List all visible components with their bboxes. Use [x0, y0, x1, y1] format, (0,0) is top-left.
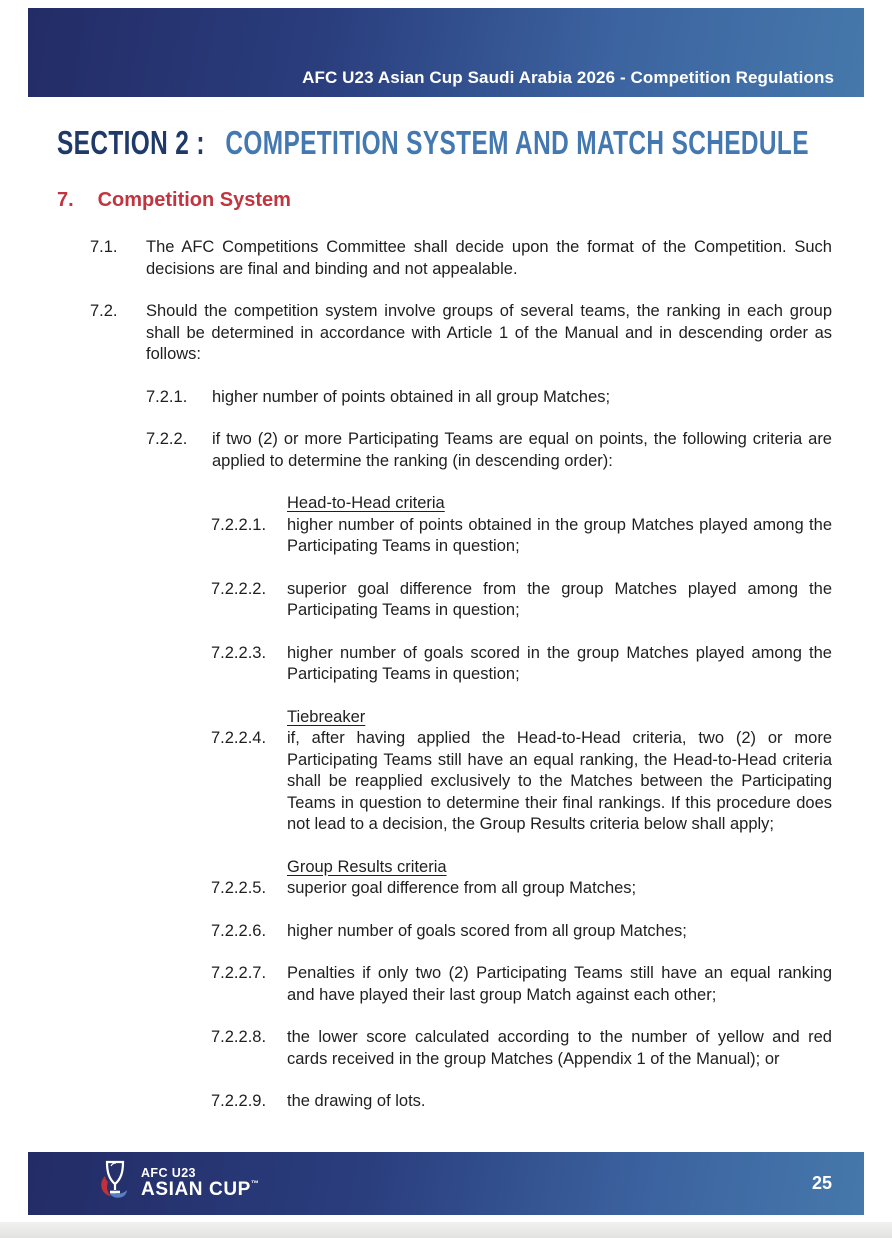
- clause-7-2-2-3: [211, 643, 832, 686]
- clause-number: 7.2.2.8.: [211, 1028, 267, 1046]
- clause-7-2-2-8: [211, 1027, 832, 1070]
- logo-line2: ASIAN CUP™: [141, 1179, 260, 1201]
- clause-number: 7.2.2.2.: [211, 579, 267, 598]
- afc-u23-trophy-icon: [98, 1158, 132, 1209]
- footer-band: [28, 1152, 864, 1215]
- clause-text: superior goal difference from the group Matches played among the Participating Teams in question;: [287, 579, 832, 619]
- clause-text: Penalties if only two (2) Participating Teams still have an equal ranking and have played their last group Match against each other;: [287, 964, 832, 1004]
- clause-text: the lower score calculated according to the number of yellow and red cards received in the group Matches (Appendix 1 of the Manual); or: [287, 1028, 832, 1068]
- afc-u23-asian-cup-logo: [98, 1158, 260, 1209]
- section-title: COMPETITION SYSTEM AND MATCH SCHEDULE: [225, 124, 809, 161]
- clause-number: 7.2.2.9.: [211, 1092, 267, 1110]
- article-number: 7.: [57, 189, 74, 211]
- logo-wordmark: [141, 1167, 260, 1200]
- document-title: AFC U23 Asian Cup Saudi Arabia 2026 - Competition Regulations: [302, 68, 834, 87]
- clause-7-2-2-7: [211, 963, 832, 1006]
- viewer-background-strip: [0, 1222, 892, 1238]
- section-number: SECTION 2 :: [57, 124, 205, 161]
- clause-number: 7.2.2.3.: [211, 643, 267, 662]
- clause-7-2-2-6: [211, 921, 832, 943]
- clause-number: 7.2.2.4.: [211, 729, 267, 747]
- clause-number: 7.2.2.6.: [211, 921, 267, 940]
- clause-number: 7.2.1.: [146, 387, 188, 406]
- clause-number: 7.2.2.7.: [211, 964, 267, 982]
- clause-7-2-1: [146, 387, 832, 409]
- clause-7-2: [90, 301, 832, 366]
- clause-7-2-2-5: [211, 878, 832, 900]
- clause-text: superior goal difference from all group Matches;: [287, 879, 637, 897]
- logo-line1: AFC U23: [141, 1165, 196, 1180]
- criteria-subheading-group-results: Group Results criteria: [287, 857, 447, 876]
- clause-text: if, after having applied the Head-to-Head criteria, two (2) or more Participating Teams still have an equal ranking, the Head-to-Head criteria shall be reapplied exclusively to the Matches between the Participating Teams in question to determine their final rankings. If this procedure does not lead to a decision, the Group Results criteria below shall apply;: [287, 729, 832, 833]
- section-heading: [57, 124, 809, 162]
- article-title: Competition System: [97, 189, 291, 211]
- clause-text: Should the competition system involve groups of several teams, the ranking in each group shall be determined in accordance with Article 1 of the Manual and in descending order as follows:: [146, 302, 832, 363]
- criteria-subheading-tiebreaker: Tiebreaker: [287, 707, 366, 726]
- page-number: 25: [811, 1173, 832, 1193]
- clause-list: [0, 237, 832, 1134]
- clause-text: higher number of points obtained in all group Matches;: [212, 387, 611, 406]
- header-band: [28, 8, 864, 97]
- clause-7-2-2: [146, 429, 832, 472]
- clause-text: higher number of points obtained in the group Matches played among the Participating Teams in question;: [287, 515, 832, 555]
- article-heading: [57, 189, 291, 212]
- trademark-symbol: ™: [250, 1179, 260, 1189]
- clause-number: 7.2.: [90, 302, 118, 320]
- clause-number: 7.2.2.5.: [211, 879, 267, 897]
- clause-text: The AFC Competitions Committee shall decide upon the format of the Competition. Such decisions are final and binding and not appealable.: [146, 238, 832, 278]
- clause-number: 7.2.2.: [146, 430, 188, 448]
- clause-7-2-2-1: [211, 515, 832, 558]
- clause-text: if two (2) or more Participating Teams are equal on points, the following criteria are applied to determine the ranking (in descending order):: [212, 430, 832, 470]
- clause-number: 7.2.2.1.: [211, 515, 267, 534]
- clause-7-2-2-9: [211, 1091, 832, 1113]
- clause-7-2-2-2: [211, 579, 832, 622]
- clause-7-2-2-4: [211, 728, 832, 836]
- clause-7-1: [90, 237, 832, 280]
- clause-text: the drawing of lots.: [287, 1092, 426, 1110]
- clause-text: higher number of goals scored from all group Matches;: [287, 921, 687, 940]
- clause-number: 7.1.: [90, 238, 118, 256]
- criteria-subheading-head-to-head: Head-to-Head criteria: [287, 494, 445, 512]
- clause-text: higher number of goals scored in the group Matches played among the Participating Teams in question;: [287, 643, 832, 683]
